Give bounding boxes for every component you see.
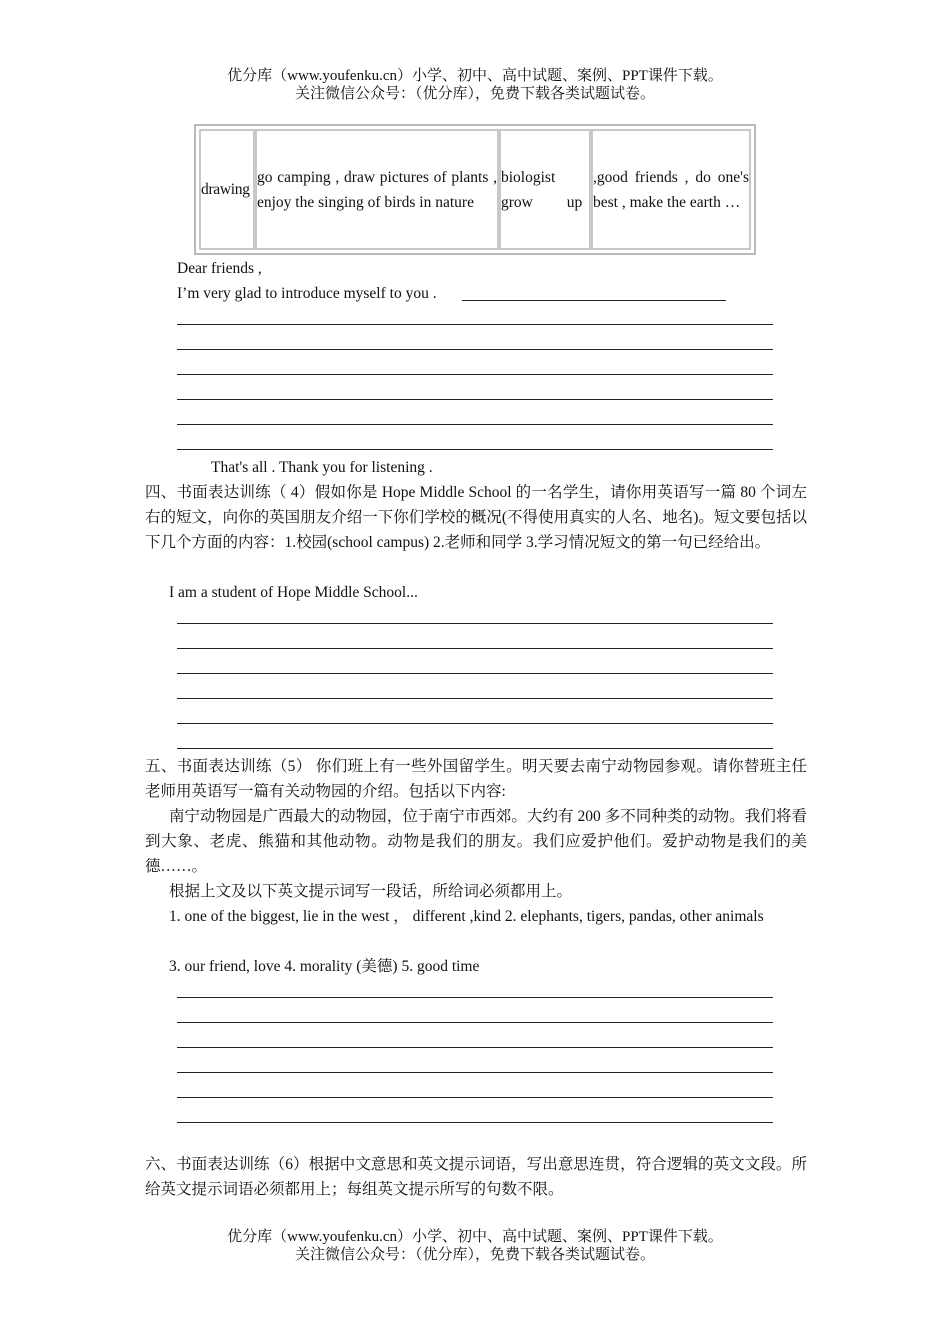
letter-closing: That's all . Thank you for listening . bbox=[211, 459, 433, 476]
section-5-hints-2: 3. our friend, love 4. morality (美德) 5. good time bbox=[169, 958, 480, 975]
answer-line bbox=[177, 1022, 773, 1023]
section-5-chinese: 南宁动物园是广西最大的动物园，位于南宁市西郊。大约有 200 多不同种类的动物。我们将看到大象、老虎、熊猫和其他动物。动物是我们的朋友。我们应爱护他们。爱护动物是我们的美德……。 bbox=[145, 808, 807, 875]
answer-line bbox=[177, 424, 773, 425]
answer-line bbox=[177, 997, 773, 998]
answer-line bbox=[177, 623, 773, 624]
answer-line bbox=[177, 1122, 773, 1123]
section-5-instruction: 根据上文及以下英文提示词写一段话，所给词必须都用上。 bbox=[169, 883, 573, 900]
answer-line bbox=[177, 748, 773, 749]
section-4-first-sentence: I am a student of Hope Middle School... bbox=[169, 584, 418, 601]
answer-line bbox=[177, 1047, 773, 1048]
section-5-prompt: 五、书面表达训练（5） 你们班上有一些外国留学生。明天要去南宁动物园参观。请你替班主任老师用英语写一篇有关动物园的介绍。包括以下内容: bbox=[145, 758, 807, 800]
answer-line bbox=[177, 324, 773, 325]
letter-greeting: Dear friends , bbox=[177, 260, 262, 277]
page-header bbox=[0, 67, 950, 103]
answer-line bbox=[177, 374, 773, 375]
answer-line bbox=[177, 449, 773, 450]
info-table-frame bbox=[194, 124, 756, 255]
answer-line bbox=[177, 648, 773, 649]
answer-line bbox=[177, 723, 773, 724]
answer-line bbox=[177, 698, 773, 699]
section-4-prompt: 四、书面表达训练（ 4）假如你是 Hope Middle School 的一名学生，请你用英语写一篇 80 个词左右的短文，向你的英国朋友介绍一下你们学校的概况(不得使用真实的人名、地名)。短文要包括以下几个方面的内容：1.校园(school campus) 2.老师和同学 3.学习情况短文的第一句已经给出。 bbox=[145, 484, 807, 551]
table-cell-activities: go camping , draw pictures of plants , enjoy the singing of birds in nature bbox=[255, 129, 499, 250]
footer-line-1: 优分库（www.youfenku.cn）小学、初中、高中试题、案例、PPT课件下载。 bbox=[227, 1229, 723, 1245]
section-5-hints-1: 1. one of the biggest, lie in the west ， different ,kind 2. elephants, tigers, pandas, other animals bbox=[169, 908, 764, 925]
table-cell-dream: biologist grow up bbox=[499, 129, 591, 250]
info-table bbox=[199, 129, 751, 250]
answer-line bbox=[462, 300, 726, 301]
letter-intro: I’m very glad to introduce myself to you . bbox=[177, 285, 437, 302]
table-cell-hobby: drawing bbox=[199, 129, 255, 250]
answer-line bbox=[177, 349, 773, 350]
section-6-prompt: 六、书面表达训练（6）根据中文意思和英文提示词语，写出意思连贯，符合逻辑的英文文段。所给英文提示词语必须都用上；每组英文提示所写的句数不限。 bbox=[145, 1156, 807, 1198]
answer-line bbox=[177, 1097, 773, 1098]
header-line-1: 优分库（www.youfenku.cn）小学、初中、高中试题、案例、PPT课件下载。 bbox=[227, 68, 723, 84]
answer-line bbox=[177, 399, 773, 400]
table-cell-motto: ,good friends , do one's best , make the earth … bbox=[591, 129, 751, 250]
answer-line bbox=[177, 673, 773, 674]
page-footer bbox=[0, 1228, 950, 1264]
header-line-2: 关注微信公众号：（优分库），免费下载各类试题试卷。 bbox=[294, 86, 655, 102]
footer-line-2: 关注微信公众号：（优分库），免费下载各类试题试卷。 bbox=[294, 1247, 655, 1263]
table-row bbox=[199, 129, 751, 250]
answer-line bbox=[177, 1072, 773, 1073]
